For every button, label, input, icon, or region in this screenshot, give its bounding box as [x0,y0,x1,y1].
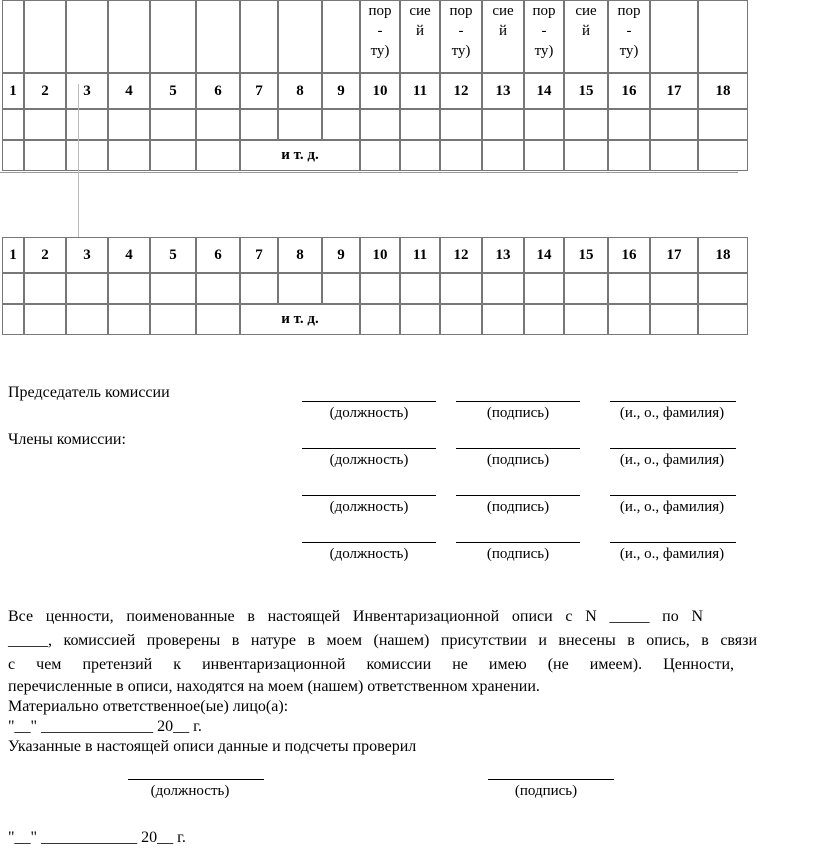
header-cell [322,0,360,73]
column-number-cell: 2 [24,73,66,109]
table-cell[interactable] [482,304,524,335]
connector-line [78,84,79,238]
table-cell[interactable] [278,273,322,304]
column-number-cell: 18 [698,237,748,273]
etc-text: и т. д. [281,311,319,327]
table-cell[interactable] [360,304,400,335]
chairman-position-line[interactable] [302,401,436,402]
table-cell[interactable] [360,109,400,140]
table-cell[interactable] [360,273,400,304]
name-caption: (и., о., фамилия) [619,452,725,468]
column-number-cell: 3 [66,73,108,109]
date-line-2: "__" ____________ 20__ г. [8,829,186,846]
column-number-cell: 6 [196,73,240,109]
table-cell[interactable] [482,109,524,140]
column-number-cell: 3 [66,237,108,273]
inventory-table-1-grid [2,0,748,171]
table-cell[interactable] [440,273,482,304]
position-caption: (должность) [329,452,409,468]
table-cell[interactable] [240,109,278,140]
table-row [2,273,748,304]
member1-name-line[interactable] [610,448,736,449]
column-number-cell: 11 [400,237,440,273]
column-number-cell: 16 [608,73,650,109]
table-cell[interactable] [24,109,66,140]
column-number-cell: 8 [278,237,322,273]
header-cell [150,0,196,73]
member2-name-line[interactable] [610,495,736,496]
statement-line-3: с чем претензий к инвентаризационной комиссии не имею (не имеем). Ценности, [8,656,734,673]
position-caption: (должность) [329,546,409,562]
table-row [2,109,748,140]
name-caption: (и., о., фамилия) [619,405,725,421]
chairman-label: Председатель комиссии [8,384,170,401]
table-cell[interactable] [608,140,650,171]
table-cell[interactable] [564,140,608,171]
table-cell[interactable] [650,140,698,171]
table-cell[interactable] [2,140,24,171]
table-cell[interactable] [524,109,564,140]
column-number-cell: 1 [2,73,24,109]
members-label: Члены комиссии: [8,431,126,448]
column-number-cell: 7 [240,237,278,273]
table-cell[interactable] [108,140,150,171]
chairman-signature-line[interactable] [456,401,580,402]
table-row [2,140,748,171]
etc-cell [240,304,360,335]
header-cell: сие й [564,0,608,73]
table-cell[interactable] [196,109,240,140]
name-caption: (и., о., фамилия) [619,499,725,515]
column-number-cell: 10 [360,237,400,273]
table-cell[interactable] [440,304,482,335]
table-cell[interactable] [564,273,608,304]
etc-cell [240,140,360,171]
header-cell: пор - ту) [524,0,564,73]
table-cell[interactable] [66,140,108,171]
member1-signature-line[interactable] [456,448,580,449]
column-number-cell: 16 [608,237,650,273]
header-cell: пор - ту) [360,0,400,73]
table-cell[interactable] [440,109,482,140]
table-cell[interactable] [698,140,748,171]
column-number-cell: 12 [440,237,482,273]
table-cell[interactable] [66,109,108,140]
signature-caption: (подпись) [514,783,578,799]
table-cell[interactable] [400,273,440,304]
signature-caption: (подпись) [486,546,550,562]
header-cell [698,0,748,73]
table-cell[interactable] [608,109,650,140]
table-cell[interactable] [24,273,66,304]
table-cell[interactable] [24,140,66,171]
column-number-cell: 17 [650,73,698,109]
column-number-cell: 17 [650,237,698,273]
date-line-1: "__" ______________ 20__ г. [8,718,202,735]
table-cell[interactable] [650,304,698,335]
table-cell[interactable] [150,109,196,140]
header-cell: сие й [482,0,524,73]
header-cell [66,0,108,73]
checker-signature-line[interactable] [488,779,614,780]
column-number-cell: 1 [2,237,24,273]
column-number-cell: 8 [278,73,322,109]
member1-position-line[interactable] [302,448,436,449]
position-caption: (должность) [150,783,230,799]
checker-position-line[interactable] [128,779,264,780]
table-cell[interactable] [524,273,564,304]
table-cell[interactable] [108,273,150,304]
table-cell[interactable] [400,109,440,140]
table-cell[interactable] [564,109,608,140]
column-number-cell: 15 [564,237,608,273]
position-caption: (должность) [329,499,409,515]
table-cell[interactable] [698,304,748,335]
table-bottom-rule [0,172,738,173]
table-cell[interactable] [608,273,650,304]
table-cell[interactable] [698,109,748,140]
column-number-cell: 4 [108,73,150,109]
table-cell[interactable] [196,140,240,171]
table-cell[interactable] [524,140,564,171]
column-number-cell: 7 [240,73,278,109]
header-cell [196,0,240,73]
table-cell[interactable] [150,140,196,171]
header-cell [108,0,150,73]
member2-position-line[interactable] [302,495,436,496]
column-number-cell: 5 [150,237,196,273]
header-cell [278,0,322,73]
table-cell[interactable] [360,140,400,171]
column-number-cell: 11 [400,73,440,109]
checked-statement: Указанные в настоящей описи данные и подсчеты проверил [8,738,417,755]
table-cell[interactable] [2,304,24,335]
inventory-table-2-grid [2,237,748,335]
table-cell[interactable] [650,273,698,304]
table-cell[interactable] [196,304,240,335]
table-cell[interactable] [650,109,698,140]
column-number-row [2,237,748,273]
signature-caption: (подпись) [486,452,550,468]
table-cell[interactable] [482,273,524,304]
table-cell[interactable] [322,109,360,140]
table-cell[interactable] [608,304,650,335]
header-cell [650,0,698,73]
statement-line-2: _____, комиссией проверены в натуре в моем (нашем) присутствии и внесены в опись, в связи [8,632,757,649]
table-cell[interactable] [2,273,24,304]
member3-name-line[interactable] [610,542,736,543]
table-cell[interactable] [108,304,150,335]
column-number-cell: 14 [524,73,564,109]
column-number-row [2,73,748,109]
header-cell [240,0,278,73]
table-cell[interactable] [150,304,196,335]
column-number-cell: 9 [322,237,360,273]
table-cell[interactable] [564,304,608,335]
table-cell[interactable] [698,273,748,304]
table-cell[interactable] [400,140,440,171]
table-cell[interactable] [524,304,564,335]
table-cell[interactable] [240,273,278,304]
table-header-row [2,0,748,73]
signature-caption: (подпись) [486,405,550,421]
position-caption: (должность) [329,405,409,421]
header-cell [24,0,66,73]
column-number-cell: 2 [24,237,66,273]
header-cell: сие й [400,0,440,73]
table-cell[interactable] [108,109,150,140]
member3-signature-line[interactable] [456,542,580,543]
table-cell[interactable] [482,140,524,171]
column-number-cell: 13 [482,73,524,109]
column-number-cell: 5 [150,73,196,109]
table-cell[interactable] [150,273,196,304]
column-number-cell: 9 [322,73,360,109]
signature-caption: (подпись) [486,499,550,515]
table-cell[interactable] [2,109,24,140]
statement-line-4: перечисленные в описи, находятся на моем (нашем) ответственном хранении. [8,678,540,695]
etc-text: и т. д. [281,147,319,163]
member2-signature-line[interactable] [456,495,580,496]
chairman-name-line[interactable] [610,401,736,402]
table-cell[interactable] [66,304,108,335]
header-cell: пор - ту) [440,0,482,73]
column-number-cell: 18 [698,73,748,109]
header-cell [2,0,24,73]
table-cell[interactable] [278,109,322,140]
member3-position-line[interactable] [302,542,436,543]
name-caption: (и., о., фамилия) [619,546,725,562]
statement-line-1: Все ценности, поименованные в настоящей Инвентаризационной описи с N _____ по N [8,608,703,625]
column-number-cell: 14 [524,237,564,273]
column-number-cell: 15 [564,73,608,109]
header-cell: пор - ту) [608,0,650,73]
column-number-cell: 13 [482,237,524,273]
column-number-cell: 4 [108,237,150,273]
table-cell[interactable] [66,273,108,304]
column-number-cell: 12 [440,73,482,109]
column-number-cell: 10 [360,73,400,109]
statement-line-5: Материально ответственное(ые) лицо(а): [8,698,289,715]
table-cell[interactable] [196,273,240,304]
table-cell[interactable] [322,273,360,304]
table-cell[interactable] [24,304,66,335]
table-row [2,304,748,335]
column-number-cell: 6 [196,237,240,273]
table-cell[interactable] [440,140,482,171]
table-cell[interactable] [400,304,440,335]
